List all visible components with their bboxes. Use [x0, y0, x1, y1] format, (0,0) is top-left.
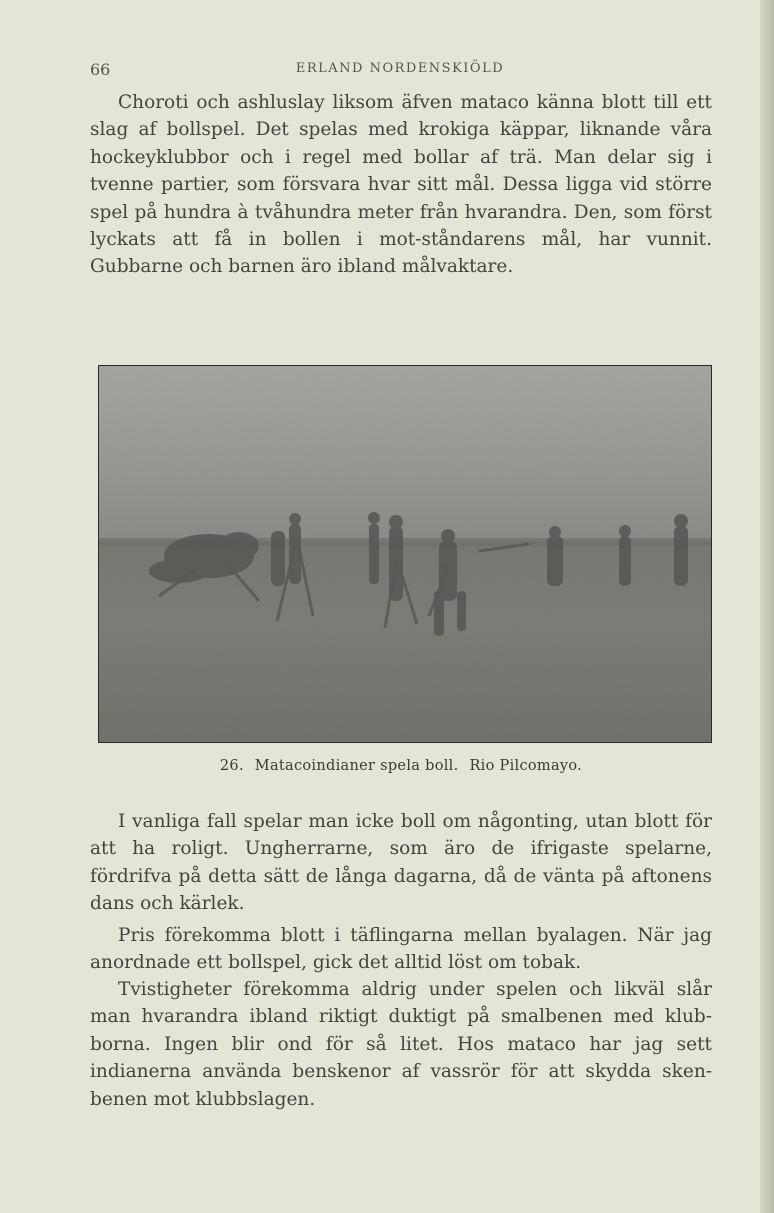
- paragraph-2: I vanliga fall spelar man icke boll om någonting, utan blott för att ha roligt. Ungherrarne, som äro de ifrigaste spelarne, fördrifva på detta sätt de långa dagarna, då de vänta på aftonens dans och kärlek.: [90, 811, 712, 915]
- page-edge: [760, 0, 774, 1213]
- paragraph-1: Choroti och ashluslay liksom äfven mataco känna blott till ett slag af bollspel. Det spelas med krokiga käppar, liknande våra hockeyklubbor och i regel med bollar af trä. Man delar sig i tvenne partier, som försvara hvar sitt mål. Dessa ligga vid större spel på hundra à tvåhundra meter från hvarandra. Den, som först lyckats att få in bollen i mot-ståndarens mål, har vunnit. Gubbarne och barnen äro ibland målvaktare.: [90, 92, 712, 278]
- running-head: ERLAND NORDENSKIÖLD: [295, 61, 505, 76]
- figure-location: Rio Pilcomayo.: [469, 758, 583, 774]
- paragraph-3: Pris förekomma blott i täflingarna mellan byalagen. När jag anordnade ett bollspel, gick det alltid löst om tobak.: [90, 925, 712, 974]
- figure-caption-text: Matacoindianer spela boll.: [254, 758, 459, 774]
- page-number: 66: [90, 60, 111, 79]
- paragraph-4: Tvistigheter förekomma aldrig under spelen och likväl slår man hvarandra ibland riktigt duktigt på smalbenen med klub-borna. Ingen blir ond för så litet. Hos mataco har jag sett indianerna använda benskenor af vassrör för att skydda sken-benen mot klubbslagen.: [90, 979, 712, 1110]
- figure-photograph: [98, 365, 712, 743]
- figure-caption: [90, 758, 712, 774]
- page-header: [90, 60, 710, 82]
- photograph-ball-game: [99, 366, 711, 742]
- figure-number: 26.: [219, 758, 244, 774]
